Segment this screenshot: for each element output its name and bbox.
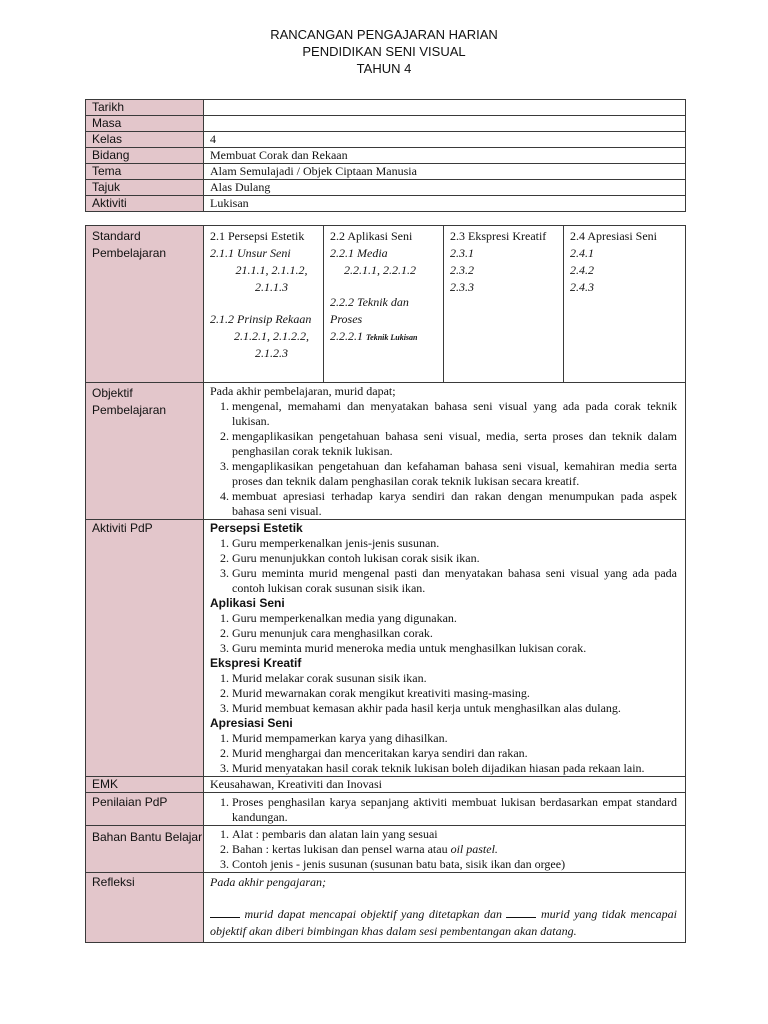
objektif-item: 4. membuat apresiasi terhadap karya sendiri dan rakan dengan menumpukan pada aspek bahasa seni visual. <box>232 489 677 519</box>
std-code-3-1: 2.3.1 <box>450 246 474 260</box>
aktiviti-section-heading: Aplikasi Seni <box>210 596 285 610</box>
label-emk: EMK <box>86 777 204 793</box>
std-head-4: 2.4 Apresiasi Seni <box>570 229 657 243</box>
aktiviti-section-list <box>210 536 677 596</box>
aktiviti-item: 1. Murid mempamerkan karya yang dihasilkan. <box>232 731 677 746</box>
penilaian-list <box>210 795 677 825</box>
aktiviti-section-heading: Persepsi Estetik <box>210 521 303 535</box>
aktiviti-section-list <box>210 611 677 656</box>
aktiviti-item: 2. Guru menunjuk cara menghasilkan corak. <box>232 626 677 641</box>
label-refleksi: Refleksi <box>86 873 204 943</box>
std-codes-1-1: 21.1.1, 2.1.1.2, 2.1.1.3 <box>235 263 308 294</box>
info-row <box>86 116 686 132</box>
info-value: Lukisan <box>204 196 686 212</box>
info-row <box>86 180 686 196</box>
objektif-list <box>210 399 677 519</box>
aktiviti-item: 1. Murid melakar corak susunan sisik ikan. <box>232 671 677 686</box>
info-label: Tarikh <box>86 100 204 116</box>
objektif-item: 1. mengenal, memahami dan menyatakan bahasa seni visual yang ada pada corak teknik lukisan. <box>232 399 677 429</box>
aktiviti-item: 2. Guru menunjukkan contoh lukisan corak sisik ikan. <box>232 551 677 566</box>
objektif-intro: Pada akhir pembelajaran, murid dapat; <box>210 384 396 398</box>
standard-columns <box>204 226 685 382</box>
row-aktiviti <box>86 520 686 777</box>
row-objektif <box>86 383 686 520</box>
std-code-3-2: 2.3.2 <box>450 263 474 277</box>
row-bahan <box>86 826 686 873</box>
objektif-item: 3. mengaplikasikan pengetahuan dan kefahaman bahasa seni visual, kemahiran media serta proses dan teknik dalam penghasilan corak teknik lukisan secara kreatif. <box>232 459 677 489</box>
penilaian-item: 1. Proses penghasilan karya sepanjang aktiviti membuat lukisan berdasarkan empat standard kandungan. <box>232 795 677 825</box>
standard-col-persepsi <box>204 226 324 382</box>
std-codes-1-2: 2.1.2.1, 2.1.2.2, 2.1.2.3 <box>234 329 309 360</box>
info-value: 4 <box>204 132 686 148</box>
label-standard: Standard Pembelajaran <box>86 226 204 383</box>
info-value <box>204 100 686 116</box>
row-refleksi <box>86 873 686 943</box>
aktiviti-section-list <box>210 671 677 716</box>
aktiviti-section-heading: Ekspresi Kreatif <box>210 656 302 670</box>
aktiviti-item: 3. Murid membuat kemasan akhir pada hasil kerja untuk menghasilkan alas dulang. <box>232 701 677 716</box>
label-penilaian: Penilaian PdP <box>86 793 204 826</box>
std-code-2-2: 2.2.2.1 <box>330 329 363 343</box>
label-bahan: Bahan Bantu Belajar <box>86 826 204 873</box>
aktiviti-item: 1. Guru memperkenalkan jenis-jenis susunan. <box>232 536 677 551</box>
aktiviti-section-heading: Apresiasi Seni <box>210 716 293 730</box>
document-title <box>0 26 768 77</box>
std-code-4-1: 2.4.1 <box>570 246 594 260</box>
label-objektif: Objektif Pembelajaran <box>86 383 204 520</box>
title-line-2: PENDIDIKAN SENI VISUAL <box>302 44 466 59</box>
info-table <box>85 99 686 212</box>
emk-value: Keusahawan, Kreativiti dan Inovasi <box>204 777 686 793</box>
objektif-item: 2. mengaplikasikan pengetahuan bahasa seni visual, media, serta proses dan teknik dalam penghasilan corak teknik lukisan. <box>232 429 677 459</box>
aktiviti-section-list <box>210 731 677 776</box>
info-label: Aktiviti <box>86 196 204 212</box>
lesson-plan-table <box>85 225 686 943</box>
standard-col-apresiasi <box>564 226 685 382</box>
standard-col-aplikasi <box>324 226 444 382</box>
std-head-2: 2.2 Aplikasi Seni <box>330 229 413 243</box>
bahan-item-2: 2. Bahan : kertas lukisan dan pensel warna atau oil pastel. <box>232 842 677 857</box>
bahan-item-1: 1. Alat : pembaris dan alatan lain yang sesuai <box>232 827 677 842</box>
aktiviti-item: 2. Murid mewarnakan corak mengikut kreativiti masing-masing. <box>232 686 677 701</box>
aktiviti-item: 1. Guru memperkenalkan media yang digunakan. <box>232 611 677 626</box>
bahan-list <box>210 827 677 872</box>
info-row <box>86 100 686 116</box>
info-label: Tajuk <box>86 180 204 196</box>
aktiviti-item: 3. Murid menyatakan hasil corak teknik lukisan boleh dijadikan hiasan pada rekaan lain. <box>232 761 677 776</box>
std-code-3-3: 2.3.3 <box>450 280 474 294</box>
std-code-4-2: 2.4.2 <box>570 263 594 277</box>
row-emk <box>86 777 686 793</box>
title-line-3: TAHUN 4 <box>356 61 412 76</box>
info-label: Kelas <box>86 132 204 148</box>
row-penilaian <box>86 793 686 826</box>
std-sub-1-1: 2.1.1 Unsur Seni <box>210 246 291 260</box>
std-head-1: 2.1 Persepsi Estetik <box>210 229 305 243</box>
std-codes-2-1: 2.2.1.1, 2.2.1.2 <box>344 263 416 277</box>
info-label: Masa <box>86 116 204 132</box>
std-sub-2-2: 2.2.2 Teknik dan Proses <box>330 295 409 326</box>
aktiviti-content <box>204 520 686 777</box>
info-value: Alas Dulang <box>204 180 686 196</box>
info-row <box>86 148 686 164</box>
aktiviti-item: 3. Guru meminta murid meneroka media untuk menghasilkan lukisan corak. <box>232 641 677 656</box>
std-head-3: 2.3 Ekspresi Kreatif <box>450 229 547 243</box>
refleksi-line-1: Pada akhir pengajaran; <box>210 875 326 889</box>
aktiviti-item: 3. Guru meminta murid mengenal pasti dan menyatakan bahasa seni visual yang ada pada contoh lukisan corak susunan sisik ikan. <box>232 566 677 596</box>
std-code-4-3: 2.4.3 <box>570 280 594 294</box>
info-row <box>86 196 686 212</box>
info-value <box>204 116 686 132</box>
label-aktiviti: Aktiviti PdP <box>86 520 204 777</box>
bahan-item-3: 3. Contoh jenis - jenis susunan (susunan batu bata, sisik ikan dan orgee) <box>232 857 677 872</box>
blank-line-1[interactable] <box>210 917 240 918</box>
info-row <box>86 164 686 180</box>
aktiviti-item: 2. Murid menghargai dan menceritakan karya sendiri dan rakan. <box>232 746 677 761</box>
info-value: Membuat Corak dan Rekaan <box>204 148 686 164</box>
standard-col-ekspresi <box>444 226 564 382</box>
std-small-2-2: Teknik Lukisan <box>366 333 418 342</box>
info-value: Alam Semulajadi / Objek Ciptaan Manusia <box>204 164 686 180</box>
info-row <box>86 132 686 148</box>
blank-line-2[interactable] <box>506 917 536 918</box>
info-label: Bidang <box>86 148 204 164</box>
std-sub-1-2: 2.1.2 Prinsip Rekaan <box>210 312 312 326</box>
refleksi-statement: murid dapat mencapai objektif yang ditetapkan dan murid yang tidak mencapai objektif akan diberi bimbingan khas dalam sesi pembentangan akan datang. <box>210 907 678 938</box>
std-sub-2-1: 2.2.1 Media <box>330 246 388 260</box>
info-label: Tema <box>86 164 204 180</box>
title-line-1: RANCANGAN PENGAJARAN HARIAN <box>270 27 498 42</box>
row-standard <box>86 226 686 383</box>
